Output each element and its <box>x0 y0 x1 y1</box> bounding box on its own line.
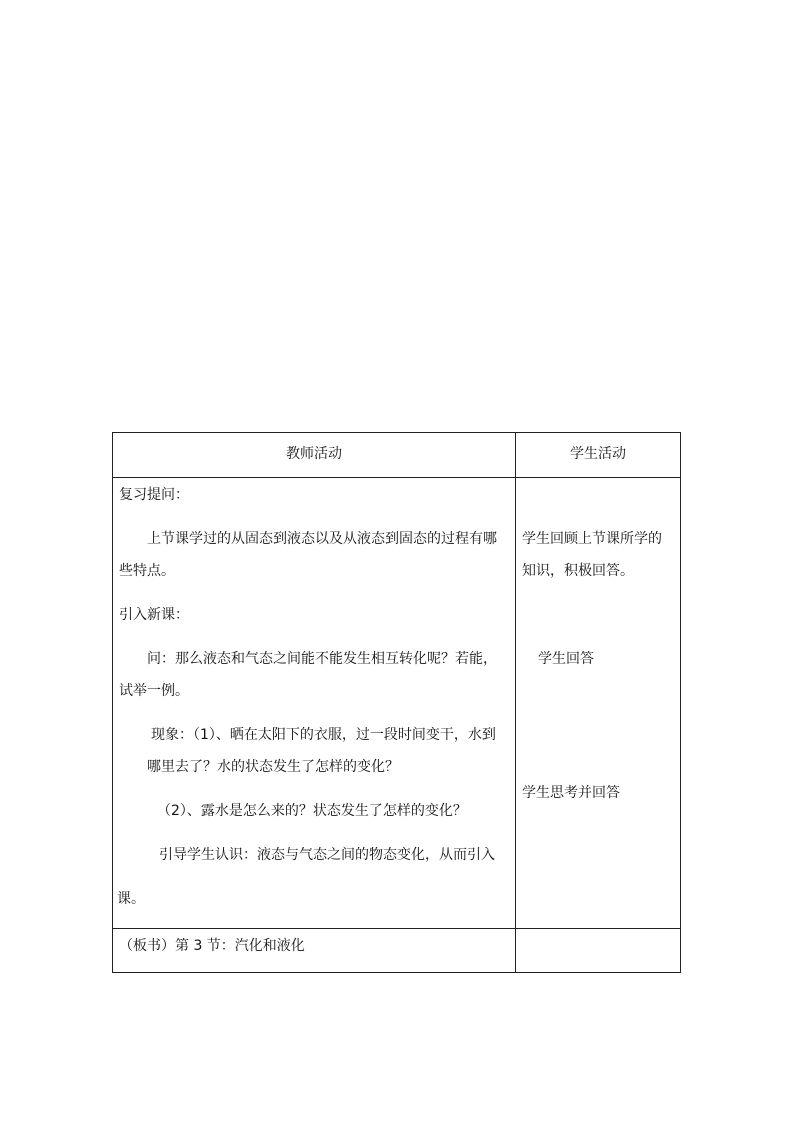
header-cell-teacher <box>113 433 516 477</box>
header-teacher-activity: 教师活动 <box>286 446 342 462</box>
review-question-line-2: 些特点。 <box>119 563 175 579</box>
guide-line-1: 引导学生认识：液态与气态之间的物态变化，从而引入 <box>159 847 495 863</box>
guide-line-2: 课。 <box>117 891 145 907</box>
header-cell-student <box>516 433 680 477</box>
student-review-line-1: 学生回顾上节课所学的 <box>522 531 662 547</box>
body-cell-student <box>516 478 680 928</box>
question-line-2: 试举一例。 <box>119 683 189 699</box>
phenomenon-line-3: （2）、露水是怎么来的？状态发生了怎样的变化？ <box>157 803 467 819</box>
header-student-activity: 学生活动 <box>570 446 626 462</box>
student-think-answer: 学生思考并回答 <box>522 785 620 801</box>
table-body-row <box>113 478 680 929</box>
review-question-line-1: 上节课学过的从固态到液态以及从液态到固态的过程有哪 <box>147 531 497 547</box>
phenomenon-line-2: 哪里去了？水的状态发生了怎样的变化？ <box>147 759 399 775</box>
footer-cell-student <box>516 929 680 973</box>
blackboard-title: （板书）第 3 节：汽化和液化 <box>119 938 305 954</box>
table-footer-row <box>113 929 680 973</box>
footer-cell-teacher <box>113 929 516 973</box>
lesson-plan-table <box>112 432 681 973</box>
phenomenon-line-1: 现象：（1）、晒在太阳下的衣服，过一段时间变干，水到 <box>151 727 496 743</box>
body-cell-teacher <box>113 478 516 928</box>
question-line-1: 问：那么液态和气态之间能不能发生相互转化呢？若能， <box>147 651 497 667</box>
review-question-heading: 复习提问： <box>119 487 189 503</box>
new-lesson-heading: 引入新课： <box>119 607 189 623</box>
student-answer: 学生回答 <box>538 651 594 667</box>
table-header-row <box>113 433 680 478</box>
student-review-line-2: 知识，积极回答。 <box>522 563 634 579</box>
